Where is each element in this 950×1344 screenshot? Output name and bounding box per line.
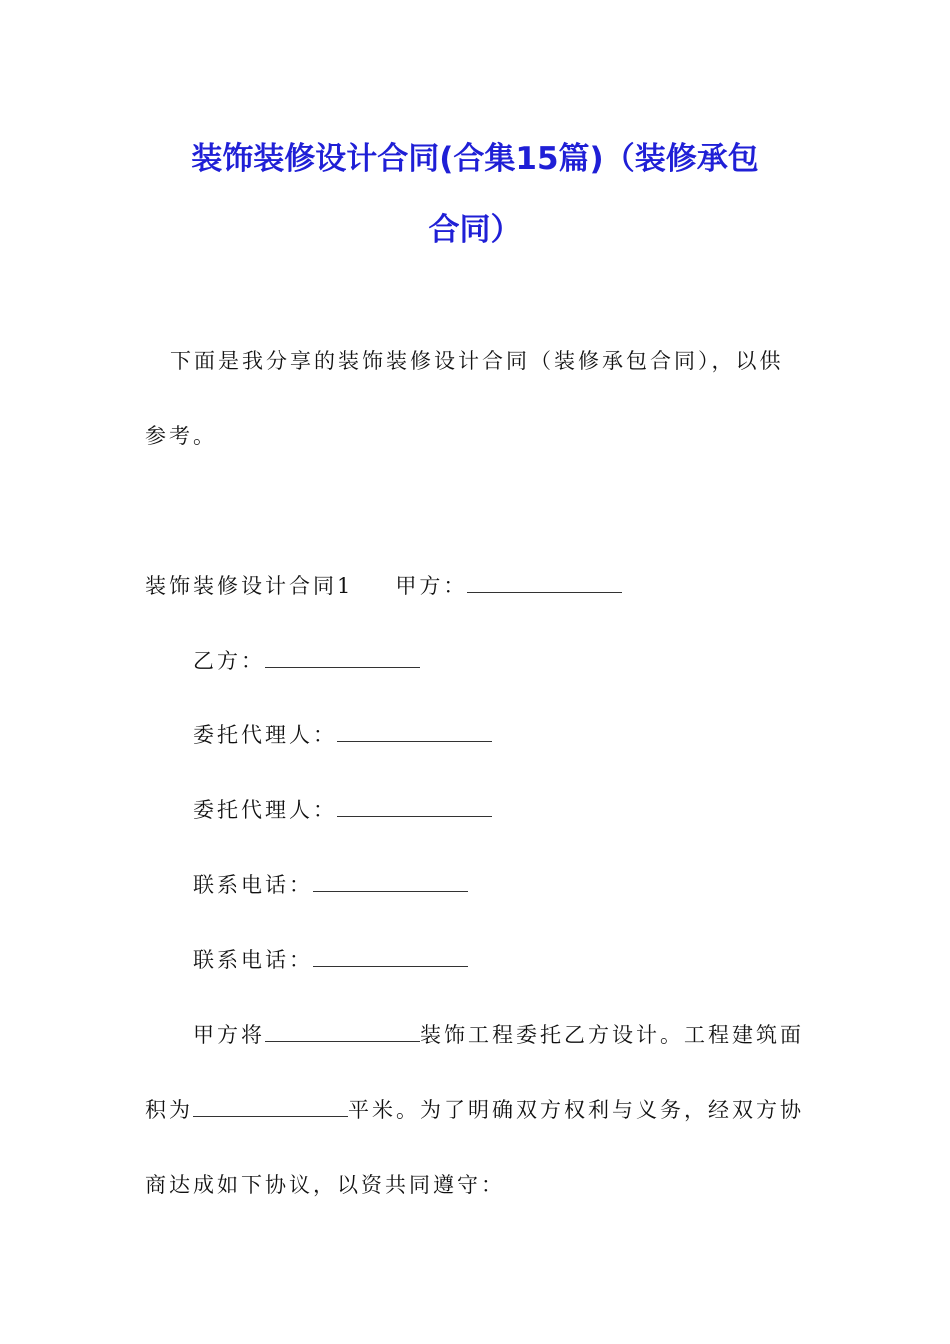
contract-heading-row <box>145 570 622 600</box>
document-title-line-1: 装饰装修设计合同(合集15篇)（装修承包 <box>191 141 759 177</box>
agent-1-row <box>193 719 492 749</box>
agent-2-blank <box>337 798 492 817</box>
party-a-label: 甲方： <box>395 574 468 598</box>
paragraph-line-1-end: 装饰工程委托乙方设计。工程建筑面 <box>420 1023 804 1047</box>
party-b-blank <box>265 649 420 668</box>
agent-1-blank <box>337 723 492 742</box>
paragraph-line-2 <box>145 1094 804 1124</box>
phone-2-row <box>193 944 468 974</box>
document-title-line-2: 合同） <box>428 212 522 248</box>
phone-1-label: 联系电话： <box>193 873 313 897</box>
intro-line-1: 下面是我分享的装饰装修设计合同（装修承包合同），以供 <box>170 349 784 373</box>
party-b-row <box>193 645 420 675</box>
agent-1-label: 委托代理人： <box>193 723 337 747</box>
project-name-blank <box>265 1023 420 1042</box>
party-b-label: 乙方： <box>193 649 265 673</box>
intro-line-2: 参考。 <box>145 424 217 448</box>
paragraph-line-2-start: 积为 <box>145 1098 193 1122</box>
contract-heading: 装饰装修设计合同1 <box>145 574 354 598</box>
agent-2-row <box>193 794 492 824</box>
phone-2-label: 联系电话： <box>193 948 313 972</box>
phone-1-blank <box>313 873 468 892</box>
agent-2-label: 委托代理人： <box>193 798 337 822</box>
area-blank <box>193 1098 348 1117</box>
party-a-blank <box>467 574 622 593</box>
paragraph-line-2-end: 平米。为了明确双方权利与义务，经双方协 <box>348 1098 804 1122</box>
paragraph-line-1 <box>193 1019 804 1049</box>
paragraph-line-1-start: 甲方将 <box>193 1023 265 1047</box>
phone-1-row <box>193 869 468 899</box>
phone-2-blank <box>313 948 468 967</box>
paragraph-line-3: 商达成如下协议，以资共同遵守： <box>145 1173 505 1197</box>
